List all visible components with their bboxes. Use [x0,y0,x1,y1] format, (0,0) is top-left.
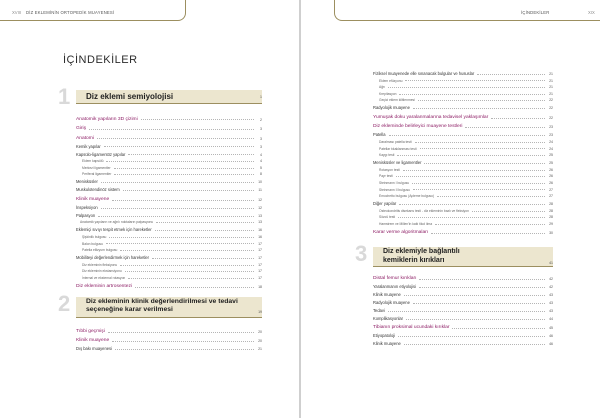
toc-entry-page: 13 [258,220,262,225]
toc-entry-label: Diz ekleminin artrosentezi [76,284,132,290]
toc-entry-page: 10 [258,180,262,185]
chapter-1-page: 1 [260,95,262,99]
toc-entry-label: Hamstrem ve Millen'in katlı tikol ilma [379,221,433,226]
chapter-2-title [86,298,238,314]
toc-entry-page: 45 [549,326,553,331]
dot-leader [413,303,545,304]
toc-entry-label: Menisküsler ve ligamentler [373,160,422,166]
toc-entry[interactable] [76,122,262,132]
dot-leader [398,217,545,218]
toc-entry-page: 21 [549,91,553,96]
toc-entry-label: Etiyopatoloji [373,333,396,339]
toc-entry-label: Payr testi [379,174,393,179]
toc-entry[interactable] [373,219,553,226]
toc-entry-label: İnspeksiyon [76,204,98,210]
toc-entry-label: Yumuşak doku yaralanmalarına tedavisel yaklaşımlar [373,114,489,120]
toc-entry-page: 26 [549,174,553,179]
toc-entry-page: 2 [260,117,262,122]
chapter-2-entries [76,324,262,351]
toc-entry-label: Radyolojik muayene [373,299,410,305]
dot-leader [156,222,254,223]
toc-entry-page: 43 [549,308,553,313]
dot-leader [123,190,254,191]
toc-entry-page: 13 [258,213,262,218]
dot-leader [452,328,545,329]
dot-leader [491,118,545,119]
toc-entry-page: 22 [549,115,553,120]
toc-entry[interactable] [76,224,262,232]
toc-entry-label: Merkezi ligamentler [82,165,111,170]
toc-entry[interactable] [373,157,553,165]
toc-entry-page: 11 [258,188,262,193]
right-page-number: XIX [588,10,595,15]
toc-entry-label: Klinik muayene [76,196,110,202]
toc-entry-page: 5 [260,165,262,170]
toc-entry[interactable] [373,271,553,281]
toc-entry[interactable] [76,252,262,260]
right-toc [355,68,553,347]
toc-entry-label: Klinik muayene [373,341,401,347]
toc-entry-page: 4 [260,152,262,157]
toc-entry[interactable] [373,151,553,158]
dot-leader [104,146,254,147]
chapter-2-title-line1: Diz ekleminin klinik değerlendirilmesi ve tedavi [86,298,238,306]
toc-entry-page: 27 [549,187,553,192]
dot-leader [112,341,254,342]
toc-entry-page: 28 [549,215,553,220]
toc-entry-page: 12 [258,205,262,210]
dot-leader [120,265,254,266]
dot-leader [389,135,545,136]
toc-entry-page: 23 [549,125,553,130]
dot-leader [120,250,254,251]
toc-entry-page: 21 [258,347,262,352]
toc-entry[interactable] [76,163,262,170]
dot-leader [413,108,545,109]
dot-leader [424,163,545,164]
toc-entry[interactable] [373,289,553,297]
toc-entry-label: Ağrı [379,85,386,90]
toc-entry[interactable] [373,192,553,199]
toc-entry[interactable] [373,226,553,236]
toc-entry-label: Diz ekleminin ekstansiyonu [82,269,122,274]
toc-entry-page: 43 [549,292,553,297]
toc-entry-page: 17 [258,256,262,261]
toc-entry-label: Patella [373,132,386,138]
toc-entry[interactable] [76,112,262,122]
dot-leader [465,127,545,128]
dot-leader [419,279,545,280]
toc-entry-label: Eklem kapsülü [82,159,104,164]
toc-entry[interactable] [76,280,262,290]
toc-entry[interactable] [373,198,553,206]
toc-entry-page: 27 [549,194,553,199]
chapter-2-title-line2: seçeneğine karar verilmesi [86,306,173,314]
toc-entry-label: Eklem efüzyonu [379,78,403,83]
toc-entry-page: 28 [549,202,553,207]
toc-entry-label: Patellar tıkaklanması testi [379,146,417,151]
dot-leader [435,224,545,225]
dot-leader [388,311,545,312]
dot-leader [404,295,545,296]
dot-leader [419,287,545,288]
chapter-3-page: 41 [549,261,553,266]
toc-entry[interactable] [373,321,553,331]
toc-entry[interactable] [76,157,262,164]
toc-entry-label: Radyolojik muayene [373,105,410,111]
toc-entry-label: Anatomik yapıların ve ağrılı noktaların palpasyonu [80,220,154,225]
left-page-number: XVIII [12,10,22,15]
toc-entry-label: Patella ellizyum bulgusu [82,248,118,253]
dot-leader [98,216,254,217]
right-header-frame [334,0,600,21]
toc-entry-label: Kaygı testi [379,153,395,158]
dot-leader [155,230,254,231]
toc-entry-page: 43 [549,300,553,305]
right-page [301,0,600,418]
toc-entry-page: 44 [549,316,553,321]
toc-entry-label: Mobiliteyi değerlendirmek için hareketler [76,255,150,261]
toc-entry[interactable] [373,102,553,110]
toc-entry-page: 20 [258,329,262,334]
toc-entry-page: 3 [260,127,262,131]
toc-entry-label: Distal femur kırıkları [373,275,417,281]
toc-entry[interactable] [373,206,553,213]
dot-leader [141,119,254,120]
dot-leader [399,204,545,205]
toc-entry[interactable] [373,313,553,321]
toc-entry-label: Emochetto bulgusu (Apleme bulgusu) [379,194,434,199]
toc-entry-label: Diğer yapılar [373,201,397,207]
toc-entry-label: Rotasyon testi [379,167,400,172]
toc-entry-label: Tıbbi geçmişi [76,328,105,334]
dot-leader [406,319,545,320]
toc-entry[interactable] [76,184,262,192]
chapter-2-header[interactable] [58,291,262,324]
chapter-1-entries [76,112,262,289]
toc-entry-label: Tedavi [373,307,385,313]
dot-leader [128,154,254,155]
chapter-1-number: 1 [58,84,71,109]
toc-entry-label: Sözcü testi [379,215,396,220]
toc-entry-label: Palpasyon [76,212,96,218]
toc-entry-page: 29 [549,221,553,226]
toc-entry[interactable] [373,120,553,130]
toc-entry-label: Klinik muayene [76,338,110,344]
toc-entry[interactable] [373,185,553,192]
dot-leader [89,129,254,130]
toc-entry-label: Muskulotendinöz sistem [76,187,120,193]
toc-entry[interactable] [76,334,262,344]
dot-leader [135,287,254,288]
toc-entry-page: 16 [258,228,262,233]
dot-leader [404,344,545,345]
toc-entry-label: Tibianın proksimal ucundaki kırıklar [373,325,450,331]
toc-entry[interactable] [76,131,262,141]
toc-entry-page: 8 [260,172,262,177]
toc-entry[interactable] [373,281,553,289]
chapter-2-number: 2 [58,291,71,317]
left-page [0,0,299,418]
toc-entry[interactable] [373,178,553,185]
toc-entry[interactable] [76,273,262,280]
dot-leader [418,100,545,101]
toc-entry-label: Steinmann I bulgusu [379,180,410,185]
toc-entry-page: 25 [549,161,553,166]
toc-entry-page: 42 [549,284,553,289]
dot-leader [437,196,545,197]
toc-entry-page: 16 [258,234,262,239]
toc-entry-page: 17 [258,241,262,246]
toc-entry-page: 17 [258,262,262,267]
chapter-3-title-line2: kemiklerin kırıkları [383,256,445,264]
toc-entry[interactable] [373,83,553,90]
toc-entry[interactable] [76,141,262,149]
toc-entry-label: Eklemiçi sıvıyı tespit etmek için hareketler [76,227,152,233]
toc-entry-label: Anatomik yapıların 3D çizimi [76,116,138,122]
toc-entry[interactable] [373,137,553,144]
toc-entry[interactable] [76,239,262,246]
toc-entry-page: 23 [549,133,553,138]
dot-leader [477,74,545,75]
dot-leader [125,271,254,272]
toc-entry[interactable] [76,232,262,239]
left-running-title: DİZ EKLEMİNİN ORTOPEDİK MUAYENESİ [26,10,115,15]
toc-entry[interactable] [373,172,553,179]
toc-entry[interactable] [373,76,553,83]
toc-entry-label: Daralması patella testi [379,139,412,144]
toc-entry[interactable] [373,305,553,313]
toc-entry-page: 22 [549,106,553,111]
toc-entry-label: Fiziksel muayenede elle sınanacak bulgular ve hususlar [373,71,475,76]
dot-leader [397,155,545,156]
toc-entry-label: Yaralanmanın etiyolojisi [373,283,416,289]
toc-entry-page: 30 [549,231,553,236]
toc-entry[interactable] [373,338,553,346]
toc-entry-label: Balon bulgusu [82,241,103,246]
toc-entry[interactable] [76,170,262,177]
toc-entry-page: 42 [549,276,553,281]
toc-entry[interactable] [373,144,553,151]
toc-entry-label: Dış bakı muayenesi [76,346,112,352]
toc-entry-page: 17 [258,248,262,253]
dot-leader [114,174,254,175]
toc-entry[interactable] [373,129,553,137]
chapter-3-title-line1: Diz eklemiyle bağlantılı [383,248,460,256]
toc-entry-page: 3 [260,144,262,149]
chapter-3-header[interactable] [355,241,553,271]
dot-leader [101,208,254,209]
dot-leader [398,336,545,337]
toc-entry[interactable] [76,176,262,184]
toc-entry-page: 24 [549,146,553,151]
toc-entry-page: 25 [549,153,553,158]
dot-leader [106,161,254,162]
dot-leader [112,200,254,201]
toc-entry[interactable] [373,297,553,305]
dot-leader [101,182,254,183]
toc-entry-page: 20 [258,339,262,344]
toc-entry[interactable] [76,267,262,274]
dot-leader [388,87,545,88]
dot-leader [420,148,545,149]
toc-entry-label: Periferal ligamentler [82,172,112,177]
chapter-1-title: Diz eklemi semiyolojisi [86,92,174,101]
dot-leader [415,142,545,143]
chapter-3-entries [373,271,553,346]
toc-entry-page: 17 [258,275,262,280]
dot-leader [413,189,545,190]
toc-entry[interactable] [373,68,553,76]
toc-entry-page: 3 [260,136,262,141]
toc-entry-label: Şişkinlik bulgusu [82,234,107,239]
dot-leader [128,278,254,279]
dot-leader [431,233,545,234]
toc-title: İÇİNDEKİLER [63,54,138,66]
toc-entry-label: Osteokondritis disekans testi - diz ekleminin bazlı ve fleksiyon [379,208,469,213]
toc-entry-page: 28 [549,208,553,213]
toc-entry-page: 17 [258,269,262,274]
dot-leader [114,168,254,169]
right-running-title: İÇİNDEKİLER [521,10,550,15]
dot-leader [472,211,545,212]
toc-entry[interactable] [373,330,553,338]
dot-leader [403,170,545,171]
toc-entry[interactable] [76,192,262,202]
toc-entry-page: 12 [258,197,262,202]
dot-leader [399,94,545,95]
toc-entry[interactable] [76,324,262,334]
toc-entry-label: Krepitasyon [379,91,397,96]
toc-entry-label: Steinmann II bulgusu [379,187,410,192]
toc-entry[interactable] [76,260,262,267]
toc-entry-label: Kemik yapılar [76,143,101,149]
toc-entry-label: Diz ekleminin fleksiyonu [82,262,118,267]
toc-entry-label: İnternal ve eksternal rotasyon [82,275,126,280]
dot-leader [106,243,254,244]
toc-entry-page: 26 [549,180,553,185]
toc-entry[interactable] [76,210,262,218]
dot-leader [115,349,254,350]
dot-leader [405,80,545,81]
chapter-3-title [383,248,460,265]
toc-entry[interactable] [76,218,262,225]
chapter-1-header[interactable] [58,84,262,112]
dot-leader [109,237,254,238]
toc-entry-page: 21 [549,72,553,76]
toc-entry-label: Karar verme algoritmaları [373,230,429,236]
toc-entry-page: 18 [258,285,262,290]
toc-entry-page: 26 [549,167,553,172]
dot-leader [108,332,254,333]
toc-entry[interactable] [76,246,262,253]
toc-entry[interactable] [373,110,553,120]
toc-entry[interactable] [373,96,553,103]
right-entries [373,68,553,235]
toc-entry-label: Giriş [76,126,87,131]
toc-entry-page: 21 [549,78,553,83]
toc-entry-page: 4 [260,159,262,164]
toc-entry[interactable] [373,213,553,220]
dot-leader [152,258,254,259]
toc-entry[interactable] [76,149,262,157]
toc-entry-page: 24 [549,139,553,144]
toc-entry-label: Kapsülo-ligamentöz yapılar [76,151,126,157]
toc-entry[interactable] [76,202,262,210]
dot-leader [412,183,545,184]
toc-entry-label: Menisküsler [76,179,98,185]
left-toc [58,84,262,352]
toc-entry-label: Klinik muayene [373,291,401,297]
toc-entry-label: Diz ekleminde belirleyici muayene testleri [373,124,463,130]
toc-entry-label: Anatomi [76,135,94,141]
toc-entry-label: Geçici eklem kilitlenmesi [379,98,415,103]
toc-entry[interactable] [373,89,553,96]
dot-leader [396,176,545,177]
dot-leader [97,138,254,139]
toc-entry[interactable] [373,165,553,172]
toc-entry-page: 22 [549,98,553,103]
toc-entry-page: 46 [549,342,553,347]
chapter-2-page: 19 [258,310,262,315]
chapter-3-number: 3 [355,241,368,267]
toc-entry[interactable] [76,343,262,351]
toc-entry-page: 46 [549,334,553,339]
toc-entry-label: Komplikasyonlar [373,315,404,321]
toc-entry-page: 21 [549,85,553,90]
